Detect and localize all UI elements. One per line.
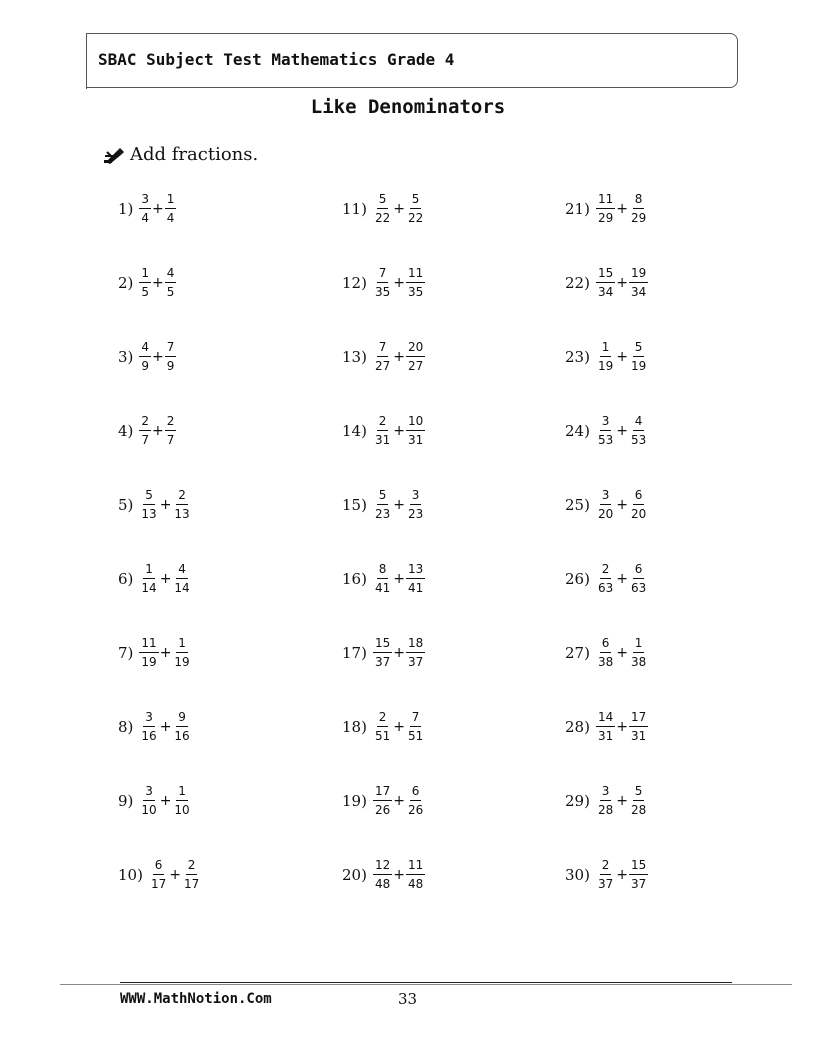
fraction-b [165, 340, 177, 374]
plus-sign: + [393, 423, 405, 439]
denominator: 51 [407, 729, 424, 743]
denominator: 7 [141, 433, 150, 447]
fraction-b [182, 858, 201, 892]
plus-sign: + [616, 497, 628, 513]
problem-item [342, 852, 425, 898]
problem-item [565, 186, 648, 232]
fraction-b [165, 192, 177, 226]
denominator: 48 [374, 877, 391, 891]
fraction-a [596, 340, 615, 374]
denominator: 27 [374, 359, 391, 373]
fraction-b [165, 414, 177, 448]
plus-sign: + [152, 275, 164, 291]
problem-item [565, 704, 648, 750]
problem-number: 19) [342, 792, 367, 810]
numerator: 5 [377, 488, 389, 505]
problem-number: 23) [565, 348, 590, 366]
numerator: 3 [410, 488, 422, 505]
fraction-a [596, 414, 615, 448]
denominator: 27 [407, 359, 424, 373]
problem-number: 9) [118, 792, 134, 810]
problem-number: 25) [565, 496, 590, 514]
problem-item [565, 482, 648, 528]
numerator: 6 [410, 784, 422, 801]
numerator: 2 [186, 858, 198, 875]
numerator: 1 [176, 636, 188, 653]
problem-item [118, 408, 176, 454]
fraction-b [406, 784, 425, 818]
plus-sign: + [393, 497, 405, 513]
instruction-text: Add fractions. [130, 144, 259, 165]
plus-sign: + [393, 571, 405, 587]
numerator: 2 [139, 414, 151, 431]
denominator: 5 [166, 285, 175, 299]
problem-item [342, 704, 425, 750]
fraction-b [629, 266, 648, 300]
problem-item [565, 334, 648, 380]
numerator: 12 [373, 858, 392, 875]
plus-sign: + [616, 719, 628, 735]
plus-sign: + [393, 349, 405, 365]
numerator: 11 [406, 266, 425, 283]
numerator: 6 [153, 858, 165, 875]
problem-number: 27) [565, 644, 590, 662]
denominator: 26 [407, 803, 424, 817]
fraction-a [139, 784, 158, 818]
denominator: 37 [374, 655, 391, 669]
plus-sign: + [152, 423, 164, 439]
fraction-b [629, 710, 648, 744]
header-title: SBAC Subject Test Mathematics Grade 4 [98, 50, 455, 69]
denominator: 48 [407, 877, 424, 891]
problem-item [342, 334, 425, 380]
denominator: 35 [374, 285, 391, 299]
page-title: Like Denominators [310, 96, 506, 118]
problem-number: 16) [342, 570, 367, 588]
denominator: 53 [597, 433, 614, 447]
fraction-a [373, 562, 392, 596]
denominator: 28 [597, 803, 614, 817]
plus-sign: + [393, 201, 405, 217]
problem-number: 4) [118, 422, 134, 440]
fraction-a [139, 710, 158, 744]
numerator: 7 [377, 340, 389, 357]
plus-sign: + [616, 423, 628, 439]
denominator: 31 [374, 433, 391, 447]
problem-item [342, 630, 425, 676]
numerator: 15 [373, 636, 392, 653]
problem-item [118, 186, 176, 232]
numerator: 6 [633, 562, 645, 579]
denominator: 41 [374, 581, 391, 595]
problem-item [118, 334, 176, 380]
numerator: 17 [373, 784, 392, 801]
denominator: 31 [407, 433, 424, 447]
footer-site: WWW.MathNotion.Com [120, 991, 272, 1007]
denominator: 4 [141, 211, 150, 225]
plus-sign: + [393, 275, 405, 291]
numerator: 1 [139, 266, 151, 283]
denominator: 26 [374, 803, 391, 817]
plus-sign: + [616, 275, 628, 291]
denominator: 34 [597, 285, 614, 299]
fraction-b [629, 488, 648, 522]
fraction-a [373, 710, 392, 744]
plus-sign: + [616, 645, 628, 661]
plus-sign: + [169, 867, 181, 883]
fraction-a [139, 488, 158, 522]
fraction-b [406, 488, 425, 522]
plus-sign: + [616, 571, 628, 587]
denominator: 19 [174, 655, 190, 669]
fraction-a [373, 858, 392, 892]
fraction-b [406, 192, 425, 226]
problem-item [342, 408, 425, 454]
denominator: 14 [141, 581, 157, 595]
denominator: 22 [374, 211, 391, 225]
problem-number: 17) [342, 644, 367, 662]
fraction-b [629, 636, 648, 670]
problem-number: 10) [118, 866, 143, 884]
problem-item [118, 778, 192, 824]
fraction-a [139, 266, 151, 300]
plus-sign: + [393, 719, 405, 735]
numerator: 14 [596, 710, 615, 727]
fraction-b [406, 710, 425, 744]
denominator: 31 [597, 729, 614, 743]
footer-divider-inner [120, 982, 732, 983]
problem-item [565, 556, 648, 602]
denominator: 38 [597, 655, 614, 669]
numerator: 1 [176, 784, 188, 801]
fraction-a [139, 636, 158, 670]
problem-number: 30) [565, 866, 590, 884]
problem-number: 8) [118, 718, 134, 736]
fraction-a [373, 340, 392, 374]
fraction-b [165, 266, 177, 300]
numerator: 6 [633, 488, 645, 505]
fraction-b [406, 858, 425, 892]
numerator: 8 [377, 562, 389, 579]
numerator: 8 [633, 192, 645, 209]
denominator: 17 [150, 877, 167, 891]
problem-number: 26) [565, 570, 590, 588]
numerator: 2 [600, 858, 612, 875]
denominator: 17 [183, 877, 200, 891]
problem-item [118, 556, 192, 602]
fraction-a [596, 488, 615, 522]
problem-item [118, 852, 201, 898]
fraction-b [172, 562, 191, 596]
numerator: 2 [165, 414, 177, 431]
plus-sign: + [393, 867, 405, 883]
numerator: 18 [406, 636, 425, 653]
plus-sign: + [159, 793, 172, 809]
fraction-a [373, 192, 392, 226]
problem-number: 29) [565, 792, 590, 810]
numerator: 2 [377, 414, 389, 431]
instruction [104, 144, 258, 165]
problem-item [342, 482, 425, 528]
problem-number: 1) [118, 200, 134, 218]
plus-sign: + [616, 201, 628, 217]
denominator: 4 [166, 211, 175, 225]
fraction-b [172, 710, 191, 744]
problem-number: 3) [118, 348, 134, 366]
numerator: 6 [600, 636, 612, 653]
denominator: 9 [166, 359, 175, 373]
denominator: 38 [630, 655, 647, 669]
problem-number: 24) [565, 422, 590, 440]
numerator: 5 [143, 488, 155, 505]
problem-number: 21) [565, 200, 590, 218]
numerator: 3 [600, 488, 612, 505]
fraction-a [139, 414, 151, 448]
fraction-b [172, 488, 191, 522]
fraction-b [172, 784, 191, 818]
fraction-b [406, 562, 425, 596]
problem-item [342, 260, 425, 306]
denominator: 23 [407, 507, 424, 521]
problem-item [118, 704, 192, 750]
plus-sign: + [152, 349, 164, 365]
numerator: 5 [410, 192, 422, 209]
fraction-a [596, 266, 615, 300]
problem-number: 12) [342, 274, 367, 292]
denominator: 20 [597, 507, 614, 521]
denominator: 9 [141, 359, 150, 373]
numerator: 1 [633, 636, 645, 653]
numerator: 19 [629, 266, 648, 283]
plus-sign: + [393, 793, 405, 809]
fraction-b [629, 340, 648, 374]
problem-item [342, 556, 425, 602]
fraction-b [406, 266, 425, 300]
problem-number: 11) [342, 200, 367, 218]
header-box [86, 33, 738, 88]
numerator: 5 [633, 784, 645, 801]
fraction-b [629, 414, 648, 448]
page-number: 33 [398, 990, 418, 1008]
denominator: 19 [141, 655, 157, 669]
denominator: 63 [630, 581, 647, 595]
fraction-a [373, 784, 392, 818]
problem-number: 2) [118, 274, 134, 292]
fraction-a [596, 784, 615, 818]
numerator: 3 [139, 192, 151, 209]
fraction-a [373, 488, 392, 522]
fraction-b [406, 636, 425, 670]
denominator: 14 [174, 581, 190, 595]
problem-number: 6) [118, 570, 134, 588]
denominator: 63 [597, 581, 614, 595]
numerator: 3 [143, 784, 155, 801]
numerator: 7 [165, 340, 177, 357]
fraction-b [406, 340, 425, 374]
plus-sign: + [152, 201, 164, 217]
plus-sign: + [393, 645, 405, 661]
numerator: 3 [600, 414, 612, 431]
problem-item [118, 630, 192, 676]
denominator: 28 [630, 803, 647, 817]
fraction-a [139, 562, 158, 596]
fraction-a [596, 562, 615, 596]
fraction-a [596, 192, 615, 226]
numerator: 5 [633, 340, 645, 357]
denominator: 20 [630, 507, 647, 521]
numerator: 11 [139, 636, 158, 653]
denominator: 19 [597, 359, 614, 373]
numerator: 5 [377, 192, 389, 209]
denominator: 37 [630, 877, 647, 891]
denominator: 29 [597, 211, 614, 225]
problem-item [118, 482, 192, 528]
plus-sign: + [159, 645, 172, 661]
fraction-b [172, 636, 191, 670]
numerator: 7 [410, 710, 422, 727]
problem-item [565, 630, 648, 676]
denominator: 37 [407, 655, 424, 669]
denominator: 7 [166, 433, 175, 447]
denominator: 23 [374, 507, 391, 521]
numerator: 10 [406, 414, 425, 431]
problem-number: 14) [342, 422, 367, 440]
numerator: 17 [629, 710, 648, 727]
problem-number: 7) [118, 644, 134, 662]
fraction-a [139, 192, 151, 226]
problem-item [342, 186, 425, 232]
problem-item [565, 260, 648, 306]
denominator: 51 [374, 729, 391, 743]
numerator: 13 [406, 562, 425, 579]
fraction-a [149, 858, 168, 892]
numerator: 20 [406, 340, 425, 357]
denominator: 34 [630, 285, 647, 299]
denominator: 22 [407, 211, 424, 225]
denominator: 37 [597, 877, 614, 891]
problem-item [565, 408, 648, 454]
numerator: 4 [176, 562, 188, 579]
problem-number: 5) [118, 496, 134, 514]
numerator: 4 [139, 340, 151, 357]
fraction-a [139, 340, 151, 374]
fraction-b [629, 562, 648, 596]
denominator: 16 [141, 729, 157, 743]
numerator: 2 [176, 488, 188, 505]
denominator: 19 [630, 359, 647, 373]
plus-sign: + [159, 719, 172, 735]
denominator: 35 [407, 285, 424, 299]
numerator: 1 [165, 192, 177, 209]
fraction-b [406, 414, 425, 448]
fraction-a [373, 636, 392, 670]
numerator: 15 [629, 858, 648, 875]
fraction-a [373, 414, 392, 448]
numerator: 4 [633, 414, 645, 431]
denominator: 16 [174, 729, 190, 743]
pencil-icon [104, 146, 126, 164]
problem-number: 20) [342, 866, 367, 884]
numerator: 2 [377, 710, 389, 727]
numerator: 3 [143, 710, 155, 727]
numerator: 1 [600, 340, 612, 357]
numerator: 1 [143, 562, 155, 579]
problem-number: 13) [342, 348, 367, 366]
problem-number: 15) [342, 496, 367, 514]
plus-sign: + [159, 571, 172, 587]
problem-item [565, 778, 648, 824]
numerator: 11 [406, 858, 425, 875]
fraction-a [596, 858, 615, 892]
denominator: 13 [141, 507, 157, 521]
problem-number: 18) [342, 718, 367, 736]
denominator: 53 [630, 433, 647, 447]
fraction-a [596, 710, 615, 744]
numerator: 7 [377, 266, 389, 283]
numerator: 3 [600, 784, 612, 801]
problem-item [342, 778, 425, 824]
problem-item [118, 260, 176, 306]
denominator: 31 [630, 729, 647, 743]
plus-sign: + [616, 793, 628, 809]
fraction-a [373, 266, 392, 300]
numerator: 4 [165, 266, 177, 283]
denominator: 5 [141, 285, 150, 299]
fraction-b [629, 784, 648, 818]
fraction-b [629, 192, 648, 226]
problem-item [565, 852, 648, 898]
footer-divider [60, 984, 792, 985]
numerator: 9 [176, 710, 188, 727]
problem-number: 22) [565, 274, 590, 292]
denominator: 13 [174, 507, 190, 521]
denominator: 41 [407, 581, 424, 595]
numerator: 2 [600, 562, 612, 579]
denominator: 29 [630, 211, 647, 225]
problem-number: 28) [565, 718, 590, 736]
denominator: 10 [174, 803, 190, 817]
numerator: 11 [596, 192, 615, 209]
plus-sign: + [616, 349, 628, 365]
plus-sign: + [616, 867, 628, 883]
fraction-a [596, 636, 615, 670]
numerator: 15 [596, 266, 615, 283]
fraction-b [629, 858, 648, 892]
denominator: 10 [141, 803, 157, 817]
plus-sign: + [159, 497, 172, 513]
